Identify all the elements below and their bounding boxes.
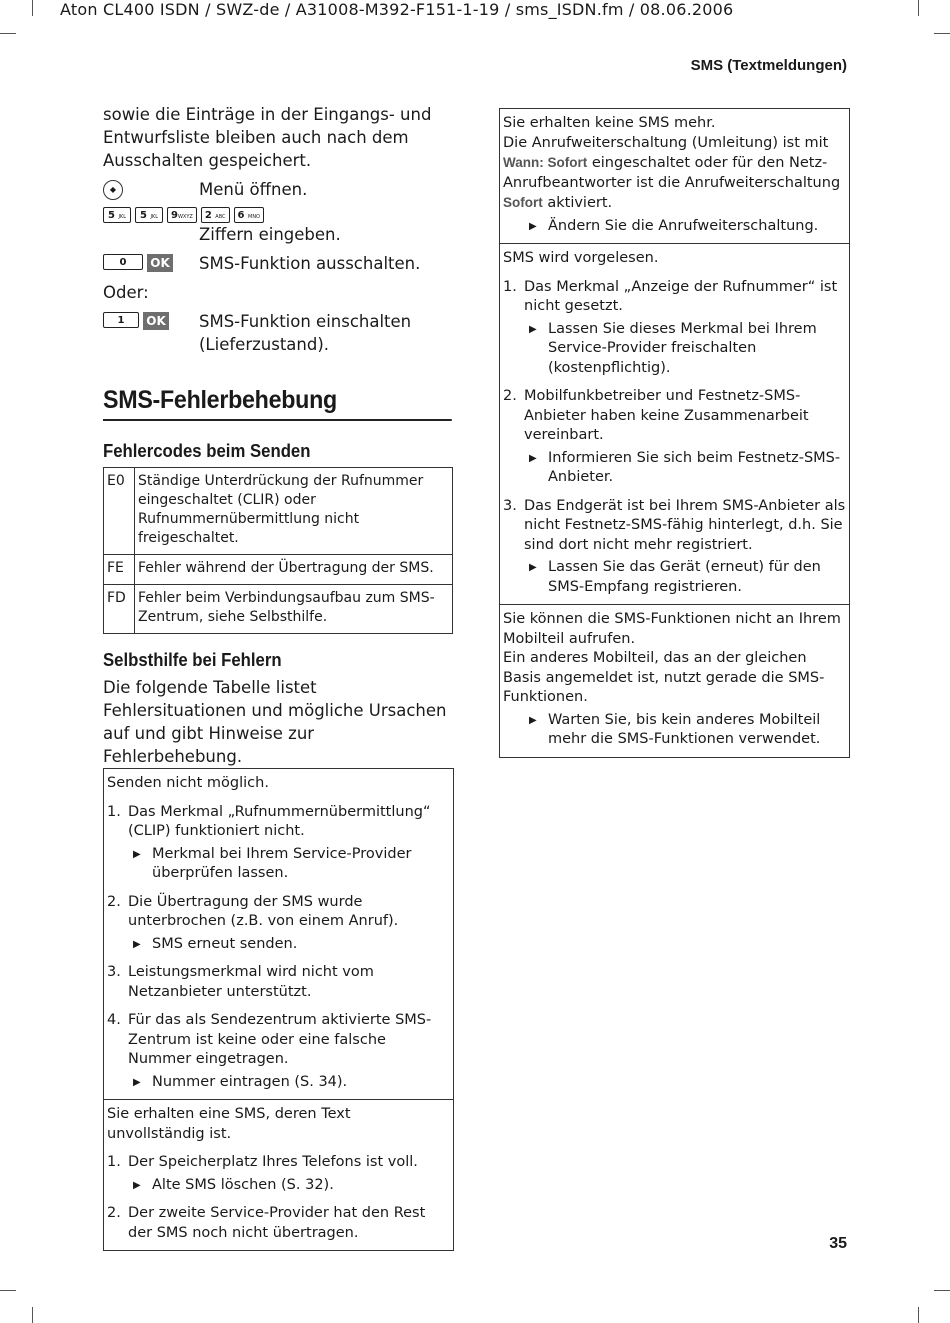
digit-key-icon: 0 bbox=[103, 254, 143, 270]
arrow-right-icon: ▶ bbox=[529, 220, 537, 232]
step-text: SMS-Funktion einschalten (Lieferzustand). bbox=[199, 312, 412, 354]
crop-mark bbox=[934, 1290, 950, 1291]
arrow-right-icon: ▶ bbox=[529, 323, 537, 335]
section-title: SMS (Textmeldungen) bbox=[690, 57, 847, 74]
right-column bbox=[499, 108, 850, 758]
self-help-table-left bbox=[103, 768, 454, 1251]
arrow-right-icon: ▶ bbox=[529, 562, 537, 573]
arrow-right-icon: ▶ bbox=[133, 938, 141, 950]
subheading-error-codes: Fehlercodes beim Senden bbox=[103, 441, 311, 461]
crop-mark bbox=[0, 1290, 16, 1291]
subheading-self-help: Selbsthilfe bei Fehlern bbox=[103, 650, 282, 670]
display-text-sofort: Sofort bbox=[503, 195, 543, 210]
digit-key-icon: 2 ABC bbox=[201, 207, 230, 223]
table-row: Sie können die SMS-Funktionen nicht an Ihrem Mobilteil aufrufen. Ein anderes Mobilteil, das an der gleichen Basis angemeldet ist, nutzt gerade die SMS-Funktionen. ▶ Warten Sie, bis kein anderes Mobilteil mehr die SMS-Funktionen verwendet. bbox=[500, 604, 849, 757]
page-heading: SMS-Fehlerbehebung bbox=[103, 382, 452, 421]
crop-mark bbox=[0, 33, 16, 34]
display-text-wann-sofort: Wann: Sofort bbox=[503, 155, 588, 170]
left-column bbox=[103, 103, 453, 1251]
file-header: Aton CL400 ISDN / SWZ-de / A31008-M392-F151-1-19 / sms_ISDN.fm / 08.06.2006 bbox=[60, 0, 734, 19]
digit-key-icon: 5 JKL bbox=[103, 207, 131, 223]
ok-key-icon: OK bbox=[143, 312, 169, 330]
arrow-right-icon: ▶ bbox=[133, 1076, 141, 1088]
ok-key-icon: OK bbox=[147, 254, 173, 272]
crop-mark bbox=[934, 33, 950, 34]
step-text: SMS-Funktion ausschalten. bbox=[199, 254, 421, 273]
table-row: SMS wird vorgelesen. 1. Das Merkmal „Anzeige der Rufnummer“ ist nicht gesetzt. ▶ Lassen Sie dieses Merkmal bei Ihrem Service-Provider freischalten (kostenpflichtig). 2. Mobilfunkbetreiber und Festnetz-SMS-Anbieter haben keine Zusammenarbeit vereinbart. ▶ Informieren Sie sich beim Festnetz-SMS-Anbieter. 3. Das Endgerät ist bei Ihrem SMS-Anbieter als nicht Festnetz-SMS-fähig hinterlegt, d.h. Sie sind dort nicht mehr registriert. ▶ Lassen Sie das Gerät (erneut) für den SMS-Empfang registrieren. bbox=[500, 243, 849, 604]
crop-mark bbox=[918, 1307, 919, 1323]
control-key-icon: ◆ bbox=[103, 180, 123, 200]
arrow-right-icon: ▶ bbox=[529, 452, 537, 464]
table-row: E0 Ständige Unterdrückung der Rufnummer eingeschaltet (CLIR) oder Rufnummernübermittlung nicht freigeschaltet. bbox=[104, 468, 453, 555]
digit-key-icon: 5 JKL bbox=[135, 207, 163, 223]
step-text: Ziffern eingeben. bbox=[199, 225, 341, 244]
self-help-paragraph: Die folgende Tabelle listet Fehlersituationen und mögliche Ursachen auf und gibt Hinweise zur Fehlerbehebung. bbox=[103, 678, 447, 766]
digit-key-icon: 1 bbox=[103, 312, 139, 328]
step-off bbox=[103, 252, 453, 275]
crop-mark bbox=[32, 1307, 33, 1323]
digit-key-icon: 6 MNO bbox=[234, 207, 264, 223]
error-codes-table bbox=[103, 467, 453, 634]
step-digits bbox=[103, 207, 453, 246]
alternative-label: Oder: bbox=[103, 283, 149, 302]
crop-mark bbox=[32, 0, 33, 16]
self-help-table-right bbox=[499, 108, 850, 758]
digit-key-icon: 9WXYZ bbox=[167, 207, 197, 223]
step-text: Menü öffnen. bbox=[199, 180, 308, 199]
table-row: Sie erhalten keine SMS mehr. Die Anrufweiterschaltung (Umleitung) ist mit Wann: Sofort eingeschaltet oder für den Netz-Anrufbeantworter ist die Anrufweiterschaltung Sofort aktiviert. ▶ Ändern Sie die Anrufweiterschaltung. bbox=[500, 109, 849, 243]
arrow-right-icon: ▶ bbox=[133, 848, 141, 860]
intro-paragraph: sowie die Einträge in der Eingangs- und Entwurfsliste bleiben auch nach dem Ausschalten gespeichert. bbox=[103, 105, 432, 170]
step-open-menu bbox=[103, 178, 453, 201]
table-row: Senden nicht möglich. 1. Das Merkmal „Rufnummernübermittlung“ (CLIP) funktioniert nicht. ▶ Merkmal bei Ihrem Service-Provider überprüfen lassen. 2. Die Übertragung der SMS wurde unterbrochen (z.B. von einem Anruf). ▶ SMS erneut senden. 3. Leistungsmerkmal wird nicht vom Netzanbieter unterstützt. 4. Für das als Sendezentrum aktivierte SMS-Zentrum ist keine oder eine falsche Nummer eingetragen. ▶ Nummer eintragen (S. 34). bbox=[104, 769, 453, 1099]
crop-mark bbox=[918, 0, 919, 16]
table-row: Sie erhalten eine SMS, deren Text unvollständig ist. 1. Der Speicherplatz Ihres Telefons ist voll. ▶ Alte SMS löschen (S. 32). 2. Der zweite Service-Provider hat den Rest der SMS noch nicht übertragen. bbox=[104, 1099, 453, 1250]
table-row: FD Fehler beim Verbindungsaufbau zum SMS-Zentrum, siehe Selbsthilfe. bbox=[104, 585, 453, 634]
arrow-right-icon: ▶ bbox=[133, 1179, 141, 1191]
arrow-right-icon: ▶ bbox=[529, 714, 537, 726]
table-row: FE Fehler während der Übertragung der SMS. bbox=[104, 555, 453, 585]
step-on bbox=[103, 310, 453, 356]
page-number: 35 bbox=[829, 1235, 847, 1252]
